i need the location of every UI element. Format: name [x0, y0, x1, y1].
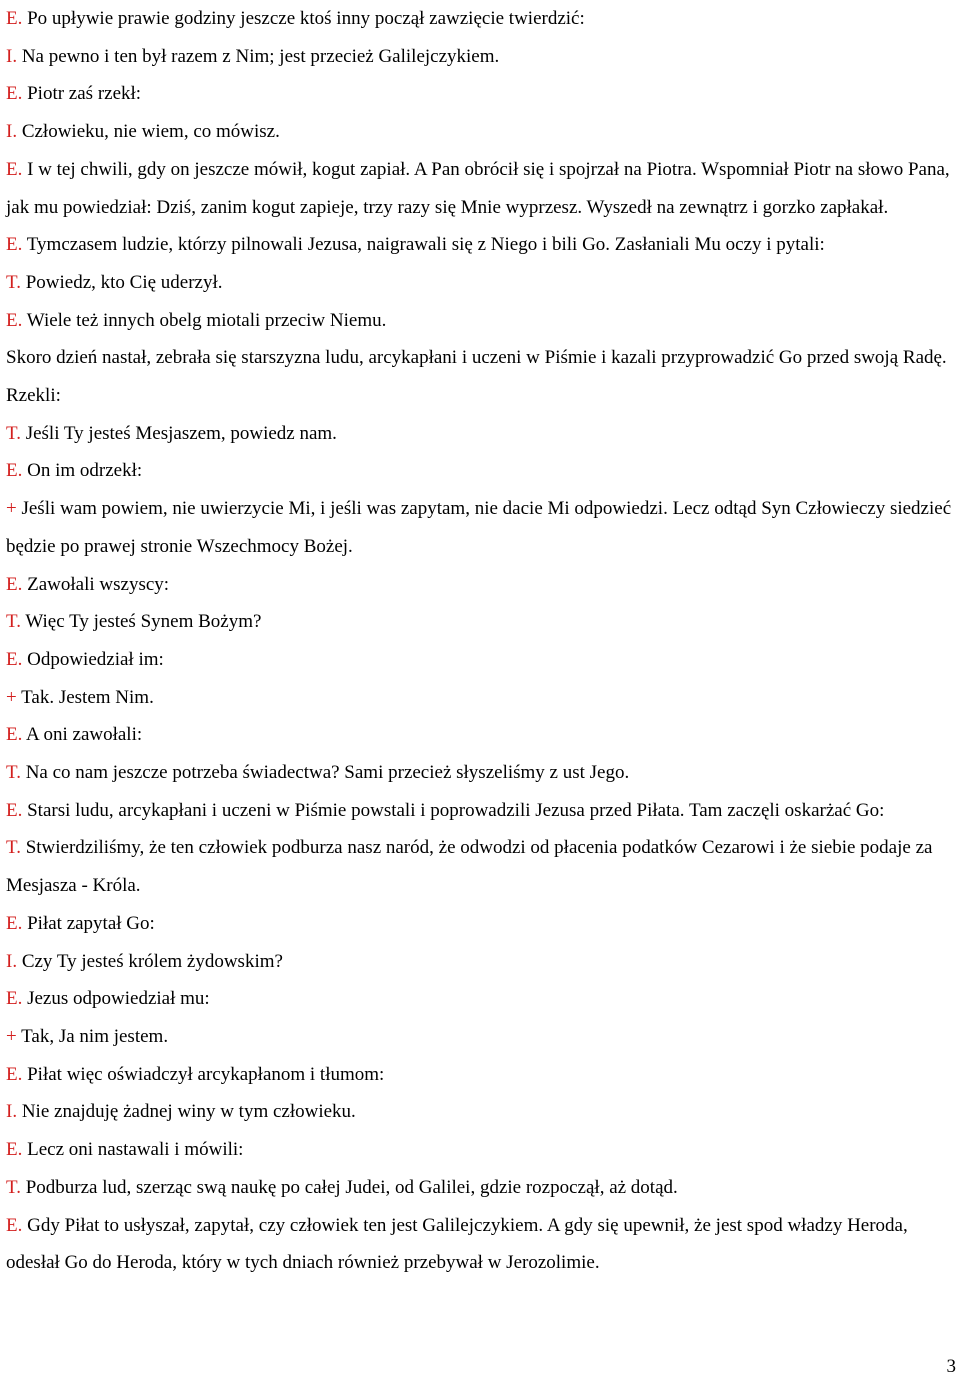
speaker-marker: E. [6, 1214, 23, 1236]
page-number: 3 [946, 1356, 956, 1377]
speaker-marker: T. [6, 762, 21, 784]
paragraph [6, 415, 954, 453]
speaker-marker: E. [6, 988, 23, 1010]
paragraph [6, 1056, 954, 1094]
paragraph [6, 1131, 954, 1169]
paragraph [6, 151, 954, 226]
paragraph [6, 566, 954, 604]
speaker-marker: E. [6, 648, 23, 670]
paragraph [6, 38, 954, 76]
paragraph [6, 980, 954, 1018]
paragraph [6, 829, 954, 904]
paragraph-text: Starsi ludu, arcykapłani i uczeni w Piśmie powstali i poprowadzili Jezusa przed Piłata. Tam zaczęli oskarżać Go: [22, 799, 885, 821]
paragraph-text: Jezus odpowiedział mu: [22, 988, 210, 1010]
paragraph-text: Odpowiedział im: [22, 648, 164, 670]
speaker-marker: E. [6, 8, 23, 29]
document-body [6, 0, 954, 1282]
paragraph-text: Jeśli wam powiem, nie uwierzycie Mi, i jeśli was zapytam, nie dacie Mi odpowiedzi. Lecz odtąd Syn Człowieczy siedzieć będzie po prawej stronie Wszechmocy Bożej. [6, 498, 952, 557]
paragraph-text: Po upływie prawie godziny jeszcze ktoś inny począł zawzięcie twierdzić: [22, 8, 585, 29]
speaker-marker: E. [6, 158, 23, 180]
speaker-marker: T. [6, 837, 21, 859]
paragraph [6, 452, 954, 490]
speaker-marker: + [6, 498, 17, 520]
paragraph [6, 679, 954, 717]
paragraph [6, 490, 954, 565]
paragraph [6, 0, 954, 38]
paragraph-text: Wiele też innych obelg miotali przeciw Niemu. [22, 309, 387, 331]
paragraph-text: Zawołali wszyscy: [22, 573, 170, 595]
paragraph-text: On im odrzekł: [22, 460, 143, 482]
paragraph-text: Jeśli Ty jesteś Mesjaszem, powiedz nam. [20, 422, 337, 444]
paragraph-text: Tak. Jestem Nim. [16, 686, 154, 708]
paragraph [6, 339, 954, 414]
document-page [6, 0, 954, 1282]
speaker-marker: E. [6, 309, 23, 331]
paragraph [6, 302, 954, 340]
speaker-marker: + [6, 1025, 17, 1047]
speaker-marker: I. [6, 950, 18, 972]
paragraph-text: Podburza lud, szerząc swą naukę po całej Judei, od Galilei, gdzie rozpoczął, aż dotąd. [20, 1176, 678, 1198]
paragraph-text: Piłat zapytał Go: [22, 912, 155, 934]
speaker-marker: I. [6, 121, 18, 143]
paragraph-text: Tak, Ja nim jestem. [16, 1025, 169, 1047]
speaker-marker: I. [6, 1101, 18, 1123]
paragraph-text: Gdy Piłat to usłyszał, zapytał, czy człowiek ten jest Galilejczykiem. A gdy się upewnił, że jest spod władzy Heroda, odesłał Go do Heroda, który w tych dniach również przebywał w Jerozolimie. [6, 1214, 908, 1274]
speaker-marker: + [6, 686, 17, 708]
speaker-marker: E. [6, 724, 23, 746]
paragraph [6, 943, 954, 981]
paragraph-text: Stwierdziliśmy, że ten człowiek podburza nasz naród, że odwodzi od płacenia podatków Cezarowi i że siebie podaje za Mesjasza - Króla. [6, 837, 933, 897]
paragraph-text: Piotr zaś rzekł: [22, 83, 142, 105]
paragraph-text: Człowieku, nie wiem, co mówisz. [17, 121, 280, 143]
paragraph [6, 905, 954, 943]
paragraph [6, 792, 954, 830]
speaker-marker: E. [6, 1139, 23, 1161]
speaker-marker: T. [6, 1176, 21, 1198]
paragraph-text: Lecz oni nastawali i mówili: [22, 1139, 244, 1161]
paragraph [6, 1018, 954, 1056]
paragraph-text: Na pewno i ten był razem z Nim; jest przecież Galilejczykiem. [17, 45, 500, 67]
paragraph-text: Skoro dzień nastał, zebrała się starszyzna ludu, arcykapłani i uczeni w Piśmie i kazali przyprowadzić Go przed swoją Radę. Rzekli: [6, 347, 947, 407]
speaker-marker: T. [6, 422, 21, 444]
paragraph-text: Piłat więc oświadczył arcykapłanom i tłumom: [22, 1063, 385, 1085]
speaker-marker: E. [6, 573, 23, 595]
speaker-marker: E. [6, 799, 23, 821]
paragraph-text: Czy Ty jesteś królem żydowskim? [17, 950, 283, 972]
paragraph [6, 641, 954, 679]
paragraph [6, 1093, 954, 1131]
speaker-marker: T. [6, 271, 21, 293]
paragraph-text: A oni zawołali: [22, 724, 143, 746]
paragraph-text: Powiedz, kto Cię uderzył. [20, 271, 223, 293]
paragraph [6, 1169, 954, 1207]
paragraph [6, 1207, 954, 1282]
speaker-marker: T. [6, 611, 21, 633]
paragraph-text: Nie znajduję żadnej winy w tym człowieku. [17, 1101, 356, 1123]
paragraph [6, 716, 954, 754]
paragraph-text: Tymczasem ludzie, którzy pilnowali Jezusa, naigrawali się z Niego i bili Go. Zasłaniali Mu oczy i pytali: [22, 234, 825, 256]
speaker-marker: E. [6, 912, 23, 934]
speaker-marker: E. [6, 1063, 23, 1085]
paragraph [6, 603, 954, 641]
paragraph-text: I w tej chwili, gdy on jeszcze mówił, kogut zapiał. A Pan obrócił się i spojrzał na Piotra. Wspomniał Piotr na słowo Pana, jak mu powiedział: Dziś, zanim kogut zapieje, trzy razy się Mnie wyprzesz. Wyszedł na zewnątrz i gorzko zapłakał. [6, 158, 950, 218]
paragraph-text: Więc Ty jesteś Synem Bożym? [20, 611, 262, 633]
paragraph [6, 75, 954, 113]
speaker-marker: E. [6, 460, 23, 482]
speaker-marker: I. [6, 45, 18, 67]
speaker-marker: E. [6, 234, 23, 256]
paragraph [6, 113, 954, 151]
paragraph [6, 754, 954, 792]
speaker-marker: E. [6, 83, 23, 105]
paragraph [6, 264, 954, 302]
paragraph [6, 226, 954, 264]
paragraph-text: Na co nam jeszcze potrzeba świadectwa? Sami przecież słyszeliśmy z ust Jego. [20, 762, 630, 784]
